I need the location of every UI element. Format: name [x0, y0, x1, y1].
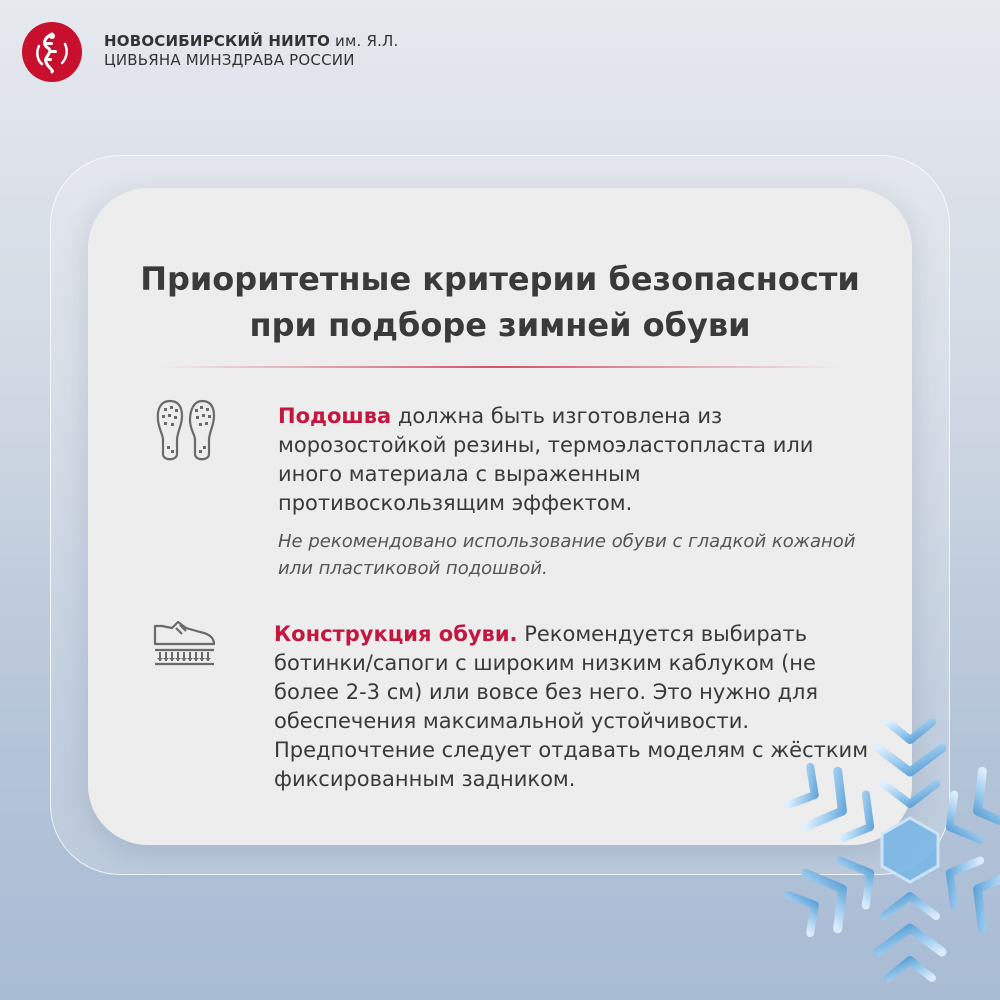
divider	[160, 366, 840, 368]
criterion-sole-heading: Подошва	[278, 404, 392, 428]
criterion-construction-heading: Конструкция обуви.	[274, 622, 518, 646]
spine-logo-icon	[22, 22, 82, 82]
snowflake-icon	[760, 700, 1000, 1000]
criterion-sole	[278, 402, 858, 518]
shoe-soles-icon	[154, 398, 218, 466]
organization-name	[104, 32, 424, 70]
criterion-sole-note: Не рекомендовано использование обуви с гладкой кожаной или пластиковой подошвой.	[278, 531, 856, 579]
criterion-sole-text: должна быть изготовлена из морозостойкой резины, термоэластопласта или иного материала с выраженным противоскользящим эффектом.	[278, 404, 814, 515]
shoe-tread-icon	[152, 620, 218, 670]
org-name-bold: НОВОСИБИРСКИЙ НИИТО	[104, 32, 331, 50]
org-name-line2: ЦИВЬЯНА МИНЗДРАВА РОССИИ	[104, 51, 355, 69]
criterion-construction-text: Рекомендуется выбирать ботинки/сапоги с широким низким каблуком (не более 2-3 см) или вовсе без него. Это нужно для обеспечения максимальной устойчивости. Предпочтение следует отдавать моделям с жёстким фиксированным задником.	[274, 622, 869, 791]
org-name-rest: им. Я.Л.	[330, 32, 399, 50]
card-title: Приоритетные критерии безопасности при подборе зимней обуви	[140, 260, 860, 344]
